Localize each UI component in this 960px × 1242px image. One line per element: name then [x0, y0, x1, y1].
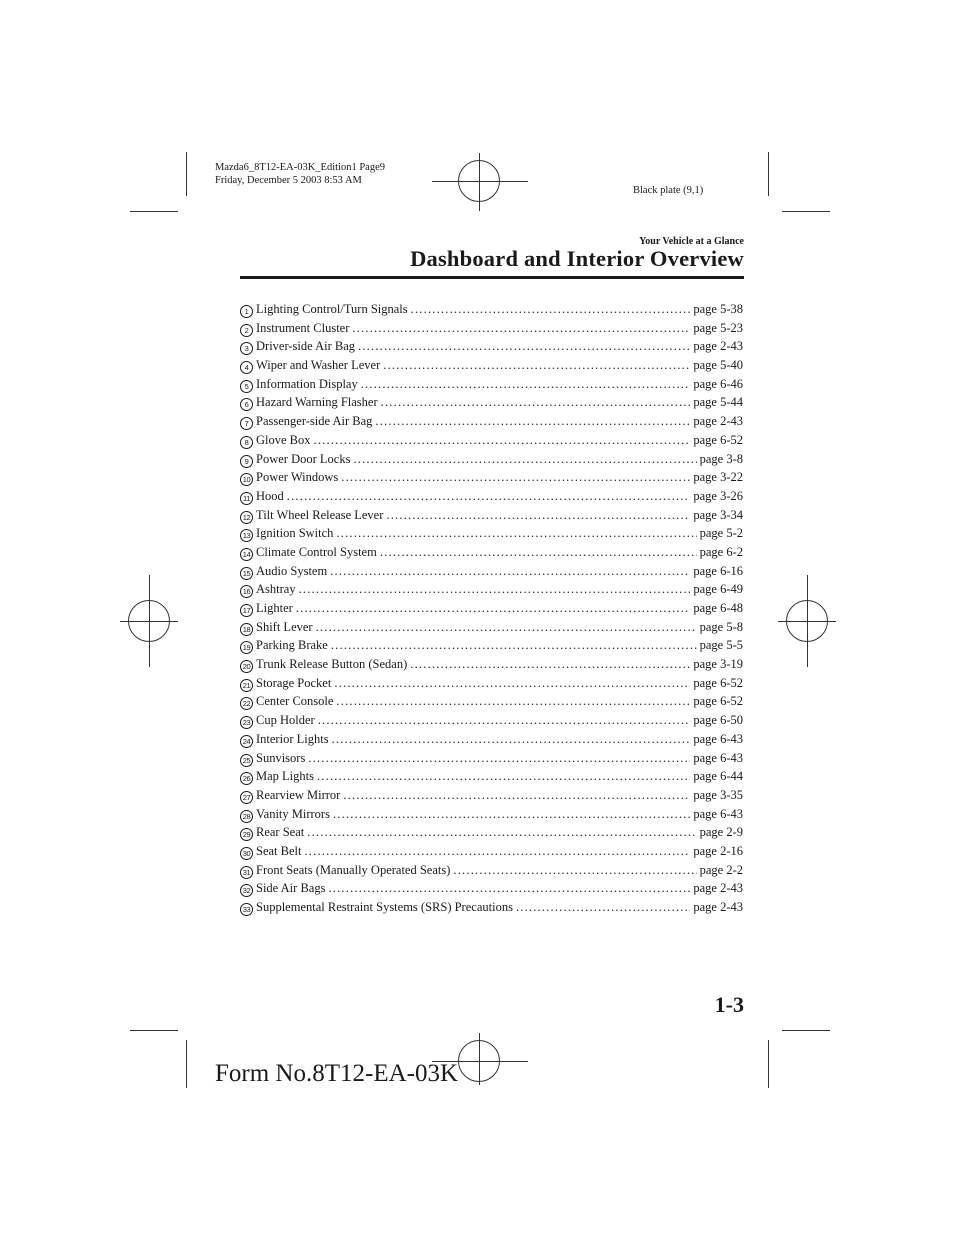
dot-leader [332, 732, 691, 747]
page-reference: page 6-50 [693, 713, 743, 728]
item-label: Lighter [256, 601, 293, 615]
item-number-badge: 2 [240, 324, 253, 337]
item-number-badge: 16 [240, 585, 253, 598]
item-label: Front Seats (Manually Operated Seats) [256, 862, 451, 877]
index-row [240, 433, 743, 452]
item-label: Shift Lever [256, 619, 313, 634]
slug-line-2: Friday, December 5 2003 8:53 AM [215, 175, 362, 186]
page-reference: page 3-8 [699, 451, 743, 466]
item-number-badge: 13 [240, 529, 253, 542]
page-reference: page 2-43 [693, 414, 743, 429]
item-label: Lighting Control/Turn Signals [256, 302, 408, 316]
dot-leader [375, 414, 690, 429]
index-row [240, 900, 743, 919]
plate-label: Black plate (9,1) [633, 185, 704, 196]
item-number-badge: 26 [240, 772, 253, 785]
item-number-badge: 7 [240, 417, 253, 430]
component-index-list [240, 302, 743, 919]
item-number-badge: 24 [240, 735, 253, 748]
item-label: Hazard Warning Flasher [256, 395, 378, 410]
page-reference: page 6-46 [693, 376, 743, 391]
page-reference: page 3-22 [693, 470, 743, 485]
item-label: Glove Box [256, 432, 311, 447]
page-reference: page 5-5 [699, 638, 743, 653]
dot-leader [341, 470, 690, 485]
page-reference: page 3-34 [693, 507, 743, 522]
page-reference: page 2-43 [693, 881, 743, 896]
item-label: Driver-side Air Bag [256, 339, 356, 354]
page-reference: page 6-16 [693, 563, 743, 578]
dot-leader [308, 751, 690, 766]
item-number-badge: 1 [240, 305, 253, 318]
index-row [240, 545, 743, 564]
dot-leader [334, 676, 690, 691]
item-label: Parking Brake [256, 638, 328, 653]
item-number-badge: 29 [240, 828, 253, 841]
page-number: 1-3 [714, 992, 744, 1017]
item-number-badge: 10 [240, 473, 253, 486]
page-reference: page 6-49 [693, 582, 743, 597]
item-number-badge: 31 [240, 866, 253, 879]
page-reference: page 6-52 [693, 432, 743, 447]
form-number: Form No.8T12-EA-03K [215, 1060, 459, 1087]
dot-leader [411, 302, 691, 317]
item-number-badge: 22 [240, 697, 253, 710]
item-label: Information Display [256, 376, 358, 391]
item-number-badge: 19 [240, 641, 253, 654]
dot-leader [336, 526, 696, 541]
item-number-badge: 11 [240, 492, 253, 505]
title-rule [240, 276, 744, 279]
item-number-badge: 12 [240, 511, 253, 524]
index-row [240, 881, 743, 900]
page-reference: page 6-43 [693, 750, 743, 765]
dot-leader [336, 694, 690, 709]
page-reference: page 6-44 [693, 769, 743, 784]
page-reference: page 6-52 [693, 694, 743, 709]
index-row [240, 788, 743, 807]
index-row [240, 825, 743, 844]
index-row [240, 395, 743, 414]
page-reference: page 2-2 [699, 862, 743, 877]
item-label: Instrument Cluster [256, 320, 350, 335]
dot-leader [352, 321, 690, 336]
dot-leader [318, 713, 691, 728]
index-row [240, 657, 743, 676]
page-reference: page 3-35 [693, 787, 743, 802]
item-number-badge: 18 [240, 623, 253, 636]
page-reference: page 5-38 [693, 302, 743, 316]
dot-leader [296, 601, 691, 616]
page-reference: page 3-26 [693, 488, 743, 503]
item-label: Vanity Mirrors [256, 806, 330, 821]
dot-leader [307, 825, 696, 840]
item-label: Seat Belt [256, 843, 302, 858]
dot-leader [386, 508, 690, 523]
item-label: Interior Lights [256, 731, 329, 746]
page-title: Dashboard and Interior Overview [410, 246, 744, 271]
index-row [240, 751, 743, 770]
page-reference: page 5-23 [693, 320, 743, 335]
page-reference: page 6-52 [693, 675, 743, 690]
dot-leader [304, 844, 690, 859]
index-row [240, 508, 743, 527]
index-row [240, 620, 743, 639]
item-label: Side Air Bags [256, 881, 326, 896]
item-number-badge: 5 [240, 380, 253, 393]
dot-leader [317, 769, 690, 784]
item-number-badge: 21 [240, 679, 253, 692]
item-number-badge: 27 [240, 791, 253, 804]
dot-leader [314, 433, 691, 448]
print-slug [215, 161, 385, 187]
dot-leader [383, 358, 690, 373]
item-label: Trunk Release Button (Sedan) [256, 657, 408, 672]
dot-leader [331, 638, 697, 653]
item-label: Power Windows [256, 470, 339, 485]
item-number-badge: 9 [240, 455, 253, 468]
item-label: Sunvisors [256, 750, 306, 765]
item-label: Audio System [256, 563, 328, 578]
page-reference: page 5-44 [693, 395, 743, 410]
item-label: Passenger-side Air Bag [256, 414, 373, 429]
index-row [240, 863, 743, 882]
item-number-badge: 6 [240, 398, 253, 411]
dot-leader [299, 582, 691, 597]
item-number-badge: 20 [240, 660, 253, 673]
index-row [240, 638, 743, 657]
item-number-badge: 33 [240, 903, 253, 916]
page-reference: page 5-8 [699, 619, 743, 634]
page-reference: page 6-2 [699, 544, 743, 559]
item-number-badge: 32 [240, 884, 253, 897]
index-row [240, 732, 743, 751]
dot-leader [328, 881, 690, 896]
index-row [240, 844, 743, 863]
dot-leader [410, 657, 690, 672]
index-row [240, 358, 743, 377]
page-reference: page 2-16 [693, 843, 743, 858]
item-label: Ashtray [256, 582, 296, 597]
dot-leader [358, 339, 690, 354]
item-label: Cup Holder [256, 713, 315, 728]
item-label: Supplemental Restraint Systems (SRS) Precautions [256, 900, 513, 914]
item-label: Power Door Locks [256, 451, 351, 466]
item-number-badge: 14 [240, 548, 253, 561]
dot-leader [343, 788, 690, 803]
index-row [240, 377, 743, 396]
item-label: Map Lights [256, 769, 314, 784]
index-row [240, 601, 743, 620]
index-row [240, 526, 743, 545]
dot-leader [330, 564, 690, 579]
dot-leader [316, 620, 697, 635]
item-number-badge: 23 [240, 716, 253, 729]
item-number-badge: 3 [240, 342, 253, 355]
index-row [240, 321, 743, 340]
item-label: Wiper and Washer Lever [256, 358, 381, 373]
item-number-badge: 28 [240, 810, 253, 823]
item-label: Hood [256, 488, 284, 503]
page-reference: page 2-43 [693, 339, 743, 354]
index-row [240, 676, 743, 695]
dot-leader [380, 545, 697, 560]
section-label: Your Vehicle at a Glance [639, 236, 744, 247]
index-row [240, 470, 743, 489]
page-reference: page 2-9 [699, 825, 743, 840]
page-reference: page 6-43 [693, 731, 743, 746]
index-row [240, 452, 743, 471]
item-label: Storage Pocket [256, 675, 332, 690]
item-number-badge: 17 [240, 604, 253, 617]
index-row [240, 582, 743, 601]
dot-leader [453, 863, 696, 878]
index-row [240, 489, 743, 508]
page-reference: page 5-2 [699, 526, 743, 541]
item-number-badge: 30 [240, 847, 253, 860]
item-number-badge: 4 [240, 361, 253, 374]
item-label: Climate Control System [256, 544, 377, 559]
dot-leader [353, 452, 696, 467]
slug-line-1: Mazda6_8T12-EA-03K_Edition1 Page9 [215, 162, 386, 173]
index-row [240, 769, 743, 788]
index-row [240, 694, 743, 713]
item-number-badge: 8 [240, 436, 253, 449]
dot-leader [287, 489, 691, 504]
page-reference: page 5-40 [693, 358, 743, 373]
item-label: Rearview Mirror [256, 787, 341, 802]
dot-leader [361, 377, 691, 392]
page-reference: page 2-43 [693, 900, 743, 914]
item-label: Ignition Switch [256, 526, 334, 541]
item-label: Center Console [256, 694, 334, 709]
item-number-badge: 15 [240, 567, 253, 580]
item-label: Rear Seat [256, 825, 305, 840]
index-row [240, 302, 743, 321]
index-row [240, 414, 743, 433]
page-reference: page 6-43 [693, 806, 743, 821]
dot-leader [333, 807, 690, 822]
index-row [240, 564, 743, 583]
index-row [240, 713, 743, 732]
index-row [240, 339, 743, 358]
page-reference: page 6-48 [693, 601, 743, 615]
dot-leader [381, 395, 691, 410]
item-number-badge: 25 [240, 754, 253, 767]
page-reference: page 3-19 [693, 657, 743, 672]
index-row [240, 807, 743, 826]
dot-leader [516, 900, 690, 915]
item-label: Tilt Wheel Release Lever [256, 507, 384, 522]
